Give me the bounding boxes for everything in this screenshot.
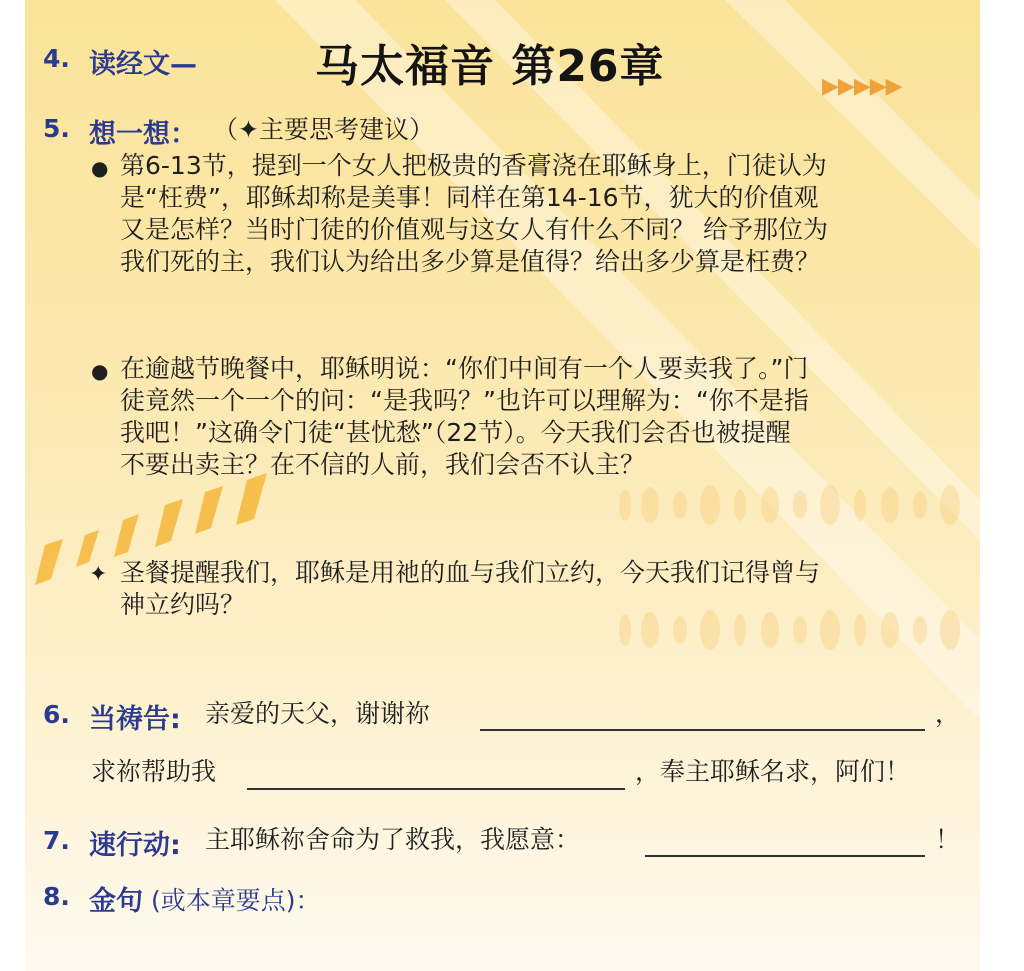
question-3-line: 神立约吗？ xyxy=(120,590,246,619)
section-6-heading: 当祷告: xyxy=(89,704,181,735)
question-3-line: 圣餐提醒我们，耶稣是用祂的血与我们立约，今天我们记得曾与 xyxy=(120,558,821,587)
section-4-number: 4. xyxy=(43,44,70,73)
prayer-text-3: ，奉主耶稣名求，阿们！ xyxy=(635,757,911,786)
bullet-dot-icon: ● xyxy=(91,156,109,180)
question-1-line: 第6-13节，提到一个女人把极贵的香膏浇在耶稣身上，门徒认为 xyxy=(120,151,827,180)
question-2-line: 我吧！”这确令门徒“甚忧愁”（22节）。今天我们会否也被提醒 xyxy=(120,418,791,447)
question-1-line: 又是怎样？当时门徒的价值观与这女人有什么不同？ 给予那位为 xyxy=(120,215,828,244)
star-icon: ✦ xyxy=(89,562,108,587)
action-blank[interactable] xyxy=(645,829,925,857)
question-1 xyxy=(120,150,965,278)
question-2-line: 不要出卖主？在不信的人前，我们会否不认主？ xyxy=(120,450,646,479)
prayer-blank-1[interactable] xyxy=(480,703,925,731)
arrow-decoration-icon: ▶▶▶▶▶ xyxy=(822,74,902,99)
prayer-comma: ， xyxy=(935,699,961,728)
section-8-note: (或本章要点)： xyxy=(151,886,321,915)
action-text: 主耶稣祢舍命为了救我，我愿意： xyxy=(205,825,581,854)
section-4-heading: 读经文— xyxy=(89,49,197,80)
action-exclamation: ！ xyxy=(935,825,961,854)
question-1-line: 我们死的主，我们认为给出多少算是值得？给出多少算是枉费？ xyxy=(120,247,821,276)
section-7-heading: 速行动: xyxy=(89,830,181,861)
question-2 xyxy=(120,353,965,481)
question-1-line: 是“枉费”，耶稣却称是美事！同样在第14-16节，犹大的价值观 xyxy=(120,183,819,212)
question-2-line: 在逾越节晚餐中，耶稣明说：“你们中间有一个人要卖我了。”门 xyxy=(120,354,809,383)
section-5-number: 5. xyxy=(43,114,70,143)
section-6-number: 6. xyxy=(43,700,70,729)
section-8-number: 8. xyxy=(43,882,70,911)
prayer-blank-2[interactable] xyxy=(247,762,625,790)
worksheet-page xyxy=(25,0,980,971)
prayer-text-1: 亲爱的天父，谢谢祢 xyxy=(205,699,431,728)
prayer-text-2: 求祢帮助我 xyxy=(91,757,217,786)
chapter-title: 马太福音 第26章 xyxy=(315,41,665,92)
bullet-dot-icon: ● xyxy=(91,359,109,383)
section-5-note: （✦主要思考建议） xyxy=(213,115,434,144)
question-3 xyxy=(120,557,965,621)
section-5-heading: 想一想： xyxy=(89,119,197,150)
section-8-heading: 金句 xyxy=(89,886,143,917)
question-2-line: 徒竟然一个一个的问：“是我吗？”也许可以理解为：“你不是指 xyxy=(120,386,809,415)
section-7-number: 7. xyxy=(43,826,70,855)
